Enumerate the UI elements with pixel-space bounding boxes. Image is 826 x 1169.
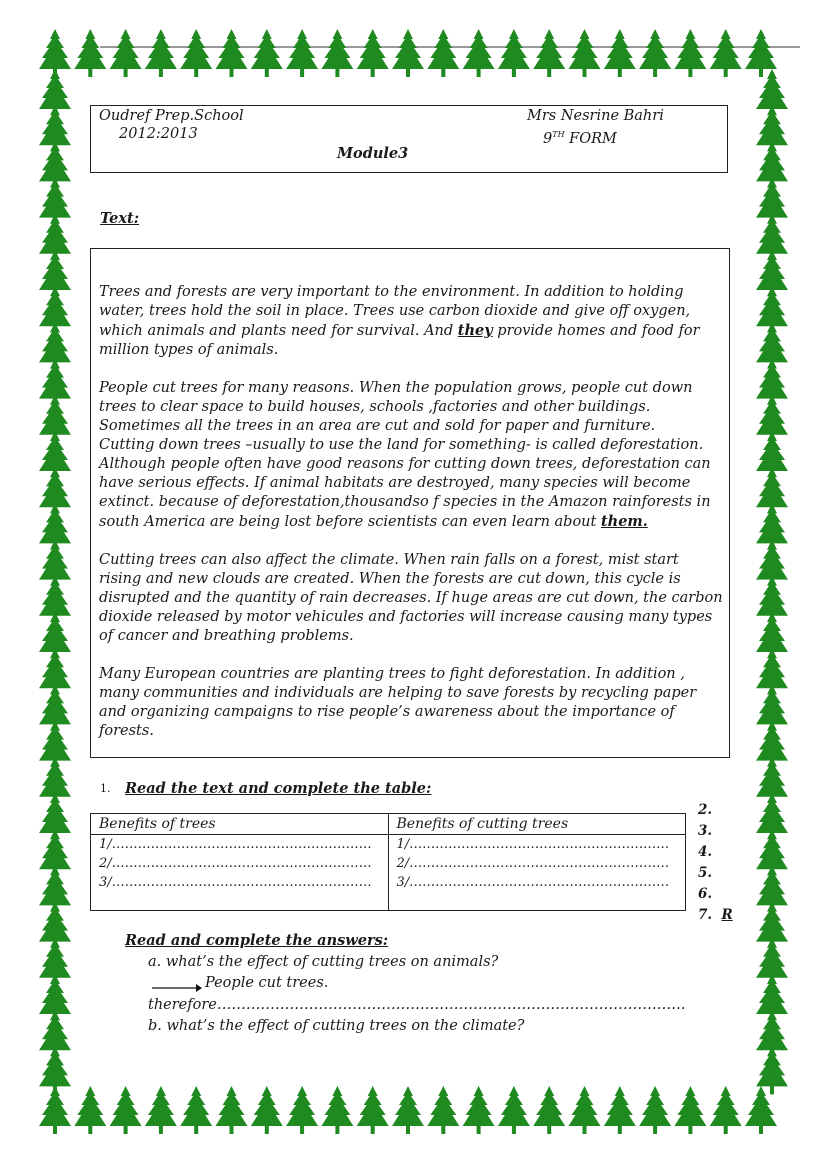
word-them: them. [600, 513, 648, 530]
pine-tree-icon [321, 29, 353, 77]
col2-row-3[interactable]: 3/…………………………………………………… [396, 875, 670, 890]
side-number: 5. [698, 865, 713, 881]
col2-row-2[interactable]: 2/…………………………………………………… [396, 856, 670, 871]
arrow-text: People cut trees. [205, 975, 329, 991]
pine-tree-icon [569, 1086, 601, 1134]
pine-tree-icon [110, 1086, 142, 1134]
side-number: 3. [698, 823, 713, 839]
reading-passage [90, 248, 730, 758]
school-year: 2012:2013 [119, 126, 198, 142]
question-b: b. what’s the effect of cutting trees on the climate? [148, 1018, 525, 1034]
side-number: 7. R [698, 907, 733, 923]
pine-tree-icon [710, 1086, 742, 1134]
col1-header: Benefits of trees [91, 814, 388, 835]
side-number: 2. [698, 802, 713, 818]
pine-tree-icon [251, 29, 283, 77]
header-box [90, 105, 728, 173]
pine-tree-icon [498, 29, 530, 77]
pine-tree-icon [674, 1086, 706, 1134]
task1-instruction: Read the text and complete the table: [125, 780, 432, 797]
benefits-table [90, 813, 686, 911]
pine-tree-icon [674, 29, 706, 77]
pine-tree-icon [286, 1086, 318, 1134]
pine-tree-icon [357, 29, 389, 77]
pine-tree-icon [216, 29, 248, 77]
paragraph-2: People cut trees for many reasons. When the population grows, people cut down trees to clear space to build houses, schools ,factories and other buildings. Sometimes all the trees in an area are cut and sold for paper and furniture. [99, 380, 693, 434]
therefore-line[interactable]: therefore……………………………………………………………………………………. [148, 997, 686, 1013]
pine-tree-icon [427, 29, 459, 77]
pine-tree-icon [286, 29, 318, 77]
side-number: 4. [698, 844, 713, 860]
pine-tree-icon [392, 1086, 424, 1134]
side-extra-letter: R [721, 907, 733, 923]
module-title: Module3 [337, 145, 409, 162]
col2-row-1[interactable]: 1/…………………………………………………… [396, 837, 670, 852]
pine-tree-icon [251, 1086, 283, 1134]
task2-instruction: Read and complete the answers: [125, 932, 389, 949]
pine-tree-icon [216, 1086, 248, 1134]
pine-tree-icon [639, 29, 671, 77]
task1-number: 1. [100, 782, 111, 795]
col1-row-2[interactable]: 2/…………………………………………………… [99, 856, 372, 871]
col-benefits-of-cutting-trees [388, 814, 686, 910]
pine-tree-icon [533, 1086, 565, 1134]
pine-tree-icon [710, 29, 742, 77]
col2-header: Benefits of cutting trees [389, 814, 686, 835]
pine-tree-icon [357, 1086, 389, 1134]
pine-tree-icon [321, 1086, 353, 1134]
paragraph-1: Trees and forests are very important to the environment. In addition to holding water, trees hold the soil in place. Trees use carbon dioxide and give off oxygen, which animals and plants need for survival. And they provide homes and food for million types of animals. [99, 284, 700, 358]
school-name: Oudref Prep.School [99, 108, 244, 124]
col1-row-3[interactable]: 3/…………………………………………………… [99, 875, 372, 890]
pine-tree-icon [180, 1086, 212, 1134]
text-label: Text: [100, 210, 140, 227]
pine-tree-icon [110, 29, 142, 77]
pine-tree-icon [604, 1086, 636, 1134]
pine-tree-icon [145, 1086, 177, 1134]
teacher-name: Mrs Nesrine Bahri [527, 108, 664, 124]
pine-tree-icon [498, 1086, 530, 1134]
pine-tree-icon [145, 29, 177, 77]
side-number: 6. [698, 886, 713, 902]
pine-tree-icon [427, 1086, 459, 1134]
form-level: 9TH FORM [543, 130, 617, 147]
pine-tree-icon [639, 1086, 671, 1134]
pine-tree-icon [533, 29, 565, 77]
paragraph-5: Many European countries are planting trees to fight deforestation. In addition , many communities and individuals are helping to save forests by recycling paper and organizing campaigns to rise people’s awareness about the importance of forests. [99, 666, 697, 739]
pine-tree-icon [39, 1046, 71, 1094]
col-benefits-of-trees [91, 814, 388, 910]
pine-tree-icon [74, 1086, 106, 1134]
side-number-list [698, 800, 733, 926]
pine-tree-icon [569, 29, 601, 77]
col1-row-1[interactable]: 1/…………………………………………………… [99, 837, 372, 852]
paragraph-3: Cutting down trees –usually to use the land for something- is called deforestation. Although people often have good reasons for cutting down trees, deforestation can have serious effects. If animal habitats are destroyed, many species will become extinct. because of deforestation,thousandso f species in the Amazon rainforests in south America are being lost before scientists can even learn about them. [99, 437, 711, 530]
question-a: a. what’s the effect of cutting trees on animals? [148, 954, 499, 970]
pine-tree-icon [74, 29, 106, 77]
right-arrow-icon [152, 983, 202, 993]
pine-tree-icon [180, 29, 212, 77]
word-they: they [457, 322, 493, 339]
pine-tree-icon [463, 1086, 495, 1134]
pine-tree-icon [463, 29, 495, 77]
pine-tree-icon [604, 29, 636, 77]
pine-tree-icon [392, 29, 424, 77]
paragraph-4: Cutting trees can also affect the climate. When rain falls on a forest, mist start rising and new clouds are created. When the forests are cut down, this cycle is disrupted and the quantity of rain decreases. If huge areas are cut down, the carbon dioxide released by motor vehicules and factories will increase causing many types of cancer and breathing problems. [99, 552, 723, 644]
